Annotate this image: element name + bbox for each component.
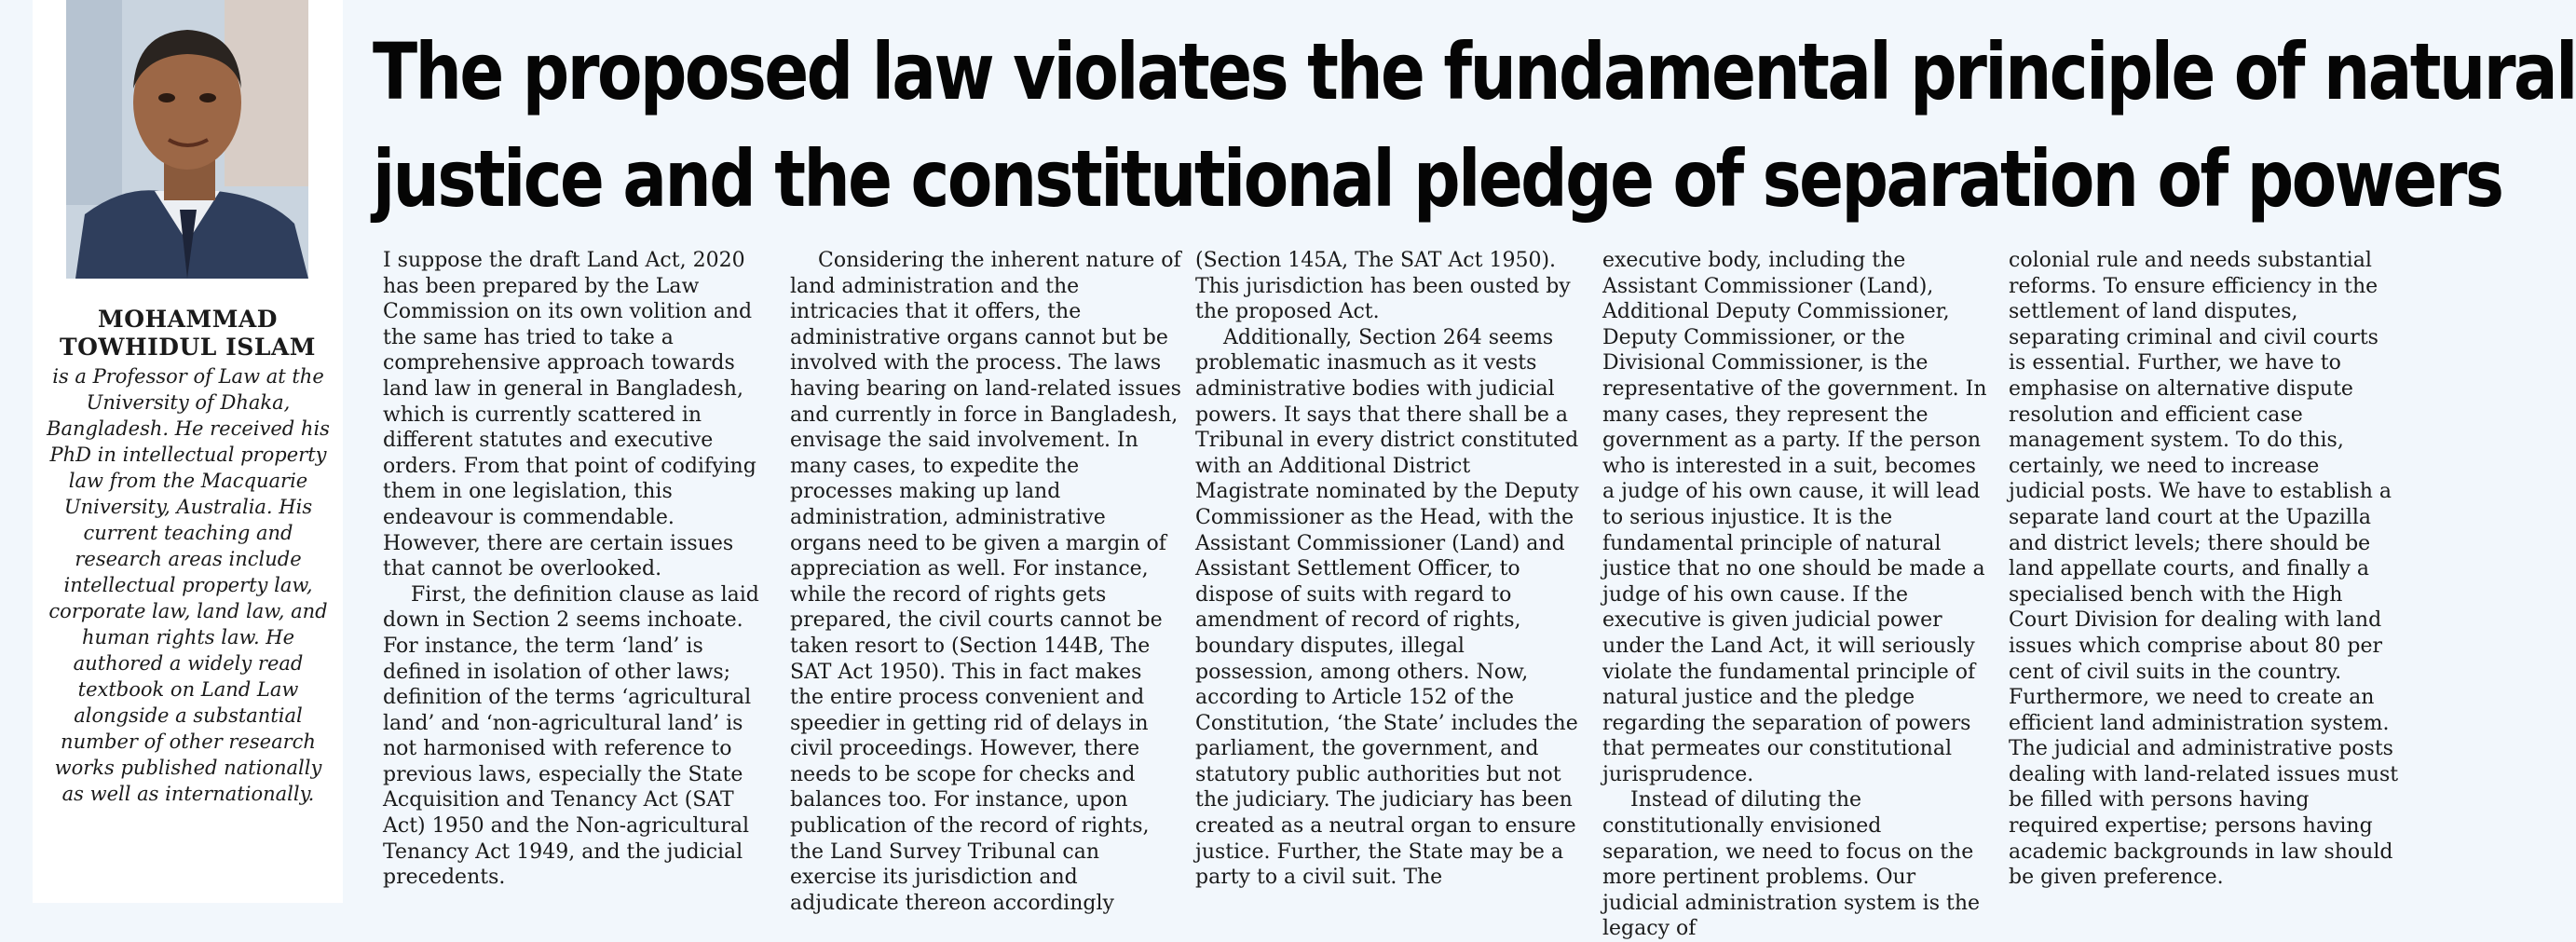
paragraph: executive body, including the Assistant Commissioner (Land), Additional Deputy Commissioner, Deputy Commissioner, or the Divisional Commissioner, is the representative of the government. In many cases, they represent the government as a party. If the person who is interested in a suit, becomes a judge of his own cause, it will lead to serious injustice. It is the fundamental principle of natural justice that no one should be made a judge of his own cause. If the executive is given judicial power under the Land Act, it will seriously violate the fundamental principle of natural justice and the pledge regarding the separation of powers that permeates our constitutional jurisprudence. — [1602, 249, 1987, 786]
paragraph: I suppose the draft Land Act, 2020 has been prepared by the Law Commission on its own volition and the same has tried to take a comprehensive approach towards land law in general in Bangladesh, which is currently scattered in different statutes and executive orders. From that point of codifying them in one legislation, this endeavour is commendable. However, there are certain issues that cannot be overlooked. — [383, 249, 756, 581]
paragraph: (Section 145A, The SAT Act 1950). This jurisdiction has been ousted by the proposed Act. — [1195, 249, 1571, 324]
paragraph: colonial rule and needs substantial reforms. To ensure efficiency in the settlement of land disputes, separating criminal and civil courts is essential. Further, we have to emphasise on alternative dispute resolution and efficient case management system. To do this, certainly, we need to increase judicial posts. We have to establish a separate land court at the Upazilla and district levels; there should be land appellate courts, and finally a specialised bench with the High Court Division for dealing with land issues which comprise about 80 per cent of civil suits in the country. Furthermore, we need to create an efficient land administration system. The judicial and administrative posts dealing with land-related issues must be filled with persons having required expertise; persons having academic backgrounds in law should be given preference. — [2009, 249, 2399, 890]
article-column-5 — [2009, 248, 2400, 890]
author-name-line2: TOWHIDUL ISLAM — [60, 334, 316, 361]
author-photo — [66, 0, 308, 279]
author-sidebar — [33, 0, 343, 903]
paragraph: Considering the inherent nature of land administration and the intricacies that it offers, the administrative organs cannot but be involved with the process. The laws having bearing on land-related issues and currently in force in Bangladesh, envisage the said involvement. In many cases, to expedite the processes making up land administration, administrative organs need to be given a margin of appreciation as well. For instance, while the record of rights gets prepared, the civil courts cannot be taken resort to (Section 144B, The SAT Act 1950). This in fact makes the entire process convenient and speedier in getting rid of delays in civil proceedings. However, there needs to be scope for checks and balances too. For instance, upon publication of the record of rights, the Land Survey Tribunal can exercise its jurisdiction and adjudicate thereon accordingly — [790, 249, 1181, 915]
headline-line2: justice and the constitutional pledge of separation of powers — [373, 133, 2502, 225]
paragraph: Additionally, Section 264 seems problematic inasmuch as it vests administrative bodies with judicial powers. It says that there shall be a Tribunal in every district constituted with an Additional District Magistrate nominated by the Deputy Commissioner as the Head, with the Assistant Commissioner (Land) and Assistant Settlement Officer, to dispose of suits with regard to amendment of record of rights, boundary disputes, illegal possession, among others. Now, according to Article 152 of the Constitution, ‘the State’ includes the parliament, the government, and statutory public authorities but not the judiciary. The judiciary has been created as a neutral organ to ensure justice. Further, the State may be a party to a civil suit. The — [1195, 325, 1579, 890]
article-column-2 — [790, 248, 1181, 915]
article-headline — [373, 19, 2576, 233]
article-column-4 — [1602, 248, 1994, 941]
paragraph: First, the definition clause as laid down in Section 2 seems inchoate. For instance, the term ‘land’ is defined in isolation of other laws; definition of the terms ‘agricultural land’ and ‘non-agricultural land’ is not harmonised with reference to previous laws, especially the State Acquisition and Tenancy Act (SAT Act) 1950 and the Non-agricultural Tenancy Act 1949, and the judicial precedents. — [383, 582, 759, 890]
article-column-1 — [383, 248, 774, 890]
author-name-line1: MOHAMMAD — [98, 306, 278, 333]
author-name — [33, 306, 343, 362]
author-portrait-image — [66, 0, 308, 279]
paragraph: Instead of diluting the constitutionally envisioned separation, we need to focus on the more pertinent problems. Our judicial administration system is the legacy of — [1602, 788, 1981, 941]
article-column-3 — [1195, 248, 1587, 890]
author-bio: is a Professor of Law at the University of Dhaka, Bangladesh. He received his PhD in intellectual property law from the Macquarie University, Australia. His current teaching and research areas include intellectual property law, corporate law, land law, and human rights law. He authored a widely read textbook on Land Law alongside a substantial number of other research works published nationally as well as internationally. — [47, 365, 330, 805]
headline-line1: The proposed law violates the fundamental principle of natural — [373, 26, 2576, 117]
